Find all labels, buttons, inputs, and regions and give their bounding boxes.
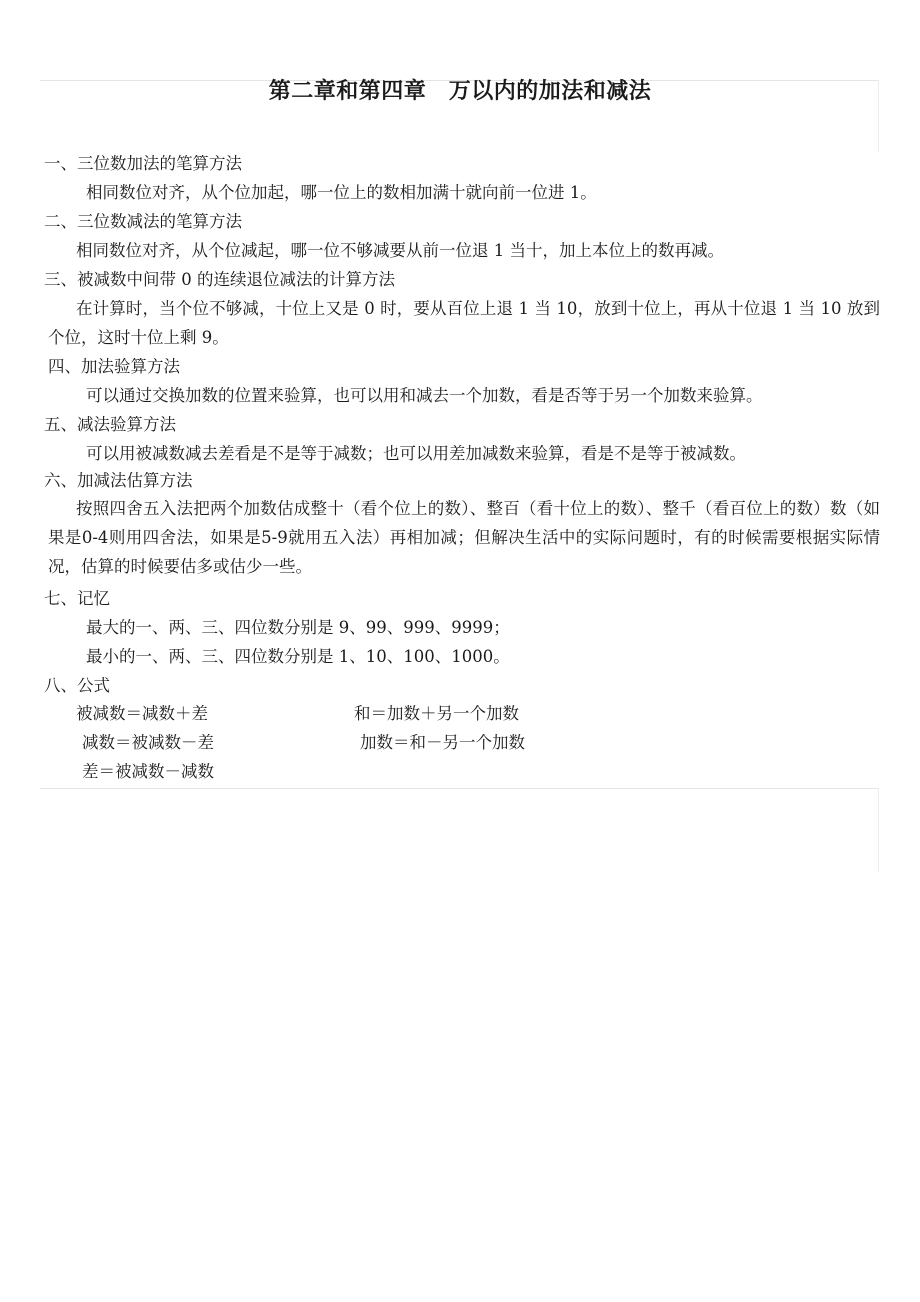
formula-right-1: 和＝加数＋另一个加数 — [354, 704, 519, 723]
section-5-line: 可以用被减数减去差看是不是等于减数；也可以用差加减数来验算，看是不是等于被减数。 — [86, 444, 746, 463]
section-4-heading: 四、加法验算方法 — [48, 357, 180, 376]
formula-left-3: 差＝被减数－减数 — [82, 762, 214, 781]
section-7-heading: 七、记忆 — [44, 589, 110, 608]
section-4-line: 可以通过交换加数的位置来验算，也可以用和减去一个加数，看是否等于另一个加数来验算。 — [86, 386, 763, 405]
bottom-rule — [40, 788, 878, 789]
formula-left-1: 被减数＝减数＋差 — [76, 704, 208, 723]
section-3-heading: 三、被减数中间带 0 的连续退位减法的计算方法 — [44, 270, 395, 289]
section-6-paragraph: 按照四舍五入法把两个加数估成整十（看个位上的数）、整百（看十位上的数）、整千（看百位上的数）数（如果是0-4则用四舍法，如果是5-9就用五入法）再相加减；但解决生活中的实际问题时，有的时候需要根据实际情况，估算的时候要估多或估少一些。 — [48, 499, 880, 576]
section-7-line-2: 最小的一、两、三、四位数分别是 1、10、100、1000。 — [86, 647, 510, 666]
section-1-heading: 一、三位数加法的笔算方法 — [44, 154, 242, 173]
section-2-heading: 二、三位数减法的笔算方法 — [44, 212, 242, 231]
right-rule-bottom — [878, 788, 879, 872]
section-5-heading: 五、减法验算方法 — [44, 415, 176, 434]
page-title: 第二章和第四章 万以内的加法和减法 — [268, 78, 652, 104]
section-8-heading: 八、公式 — [44, 676, 110, 695]
section-7-line-1: 最大的一、两、三、四位数分别是 9、99、999、9999； — [86, 618, 510, 637]
section-1-line: 相同数位对齐，从个位加起，哪一位上的数相加满十就向前一位进 1。 — [86, 183, 597, 202]
section-6-heading: 六、加减法估算方法 — [44, 471, 193, 490]
section-2-line: 相同数位对齐，从个位减起，哪一位不够减要从前一位退 1 当十，加上本位上的数再减。 — [76, 241, 724, 260]
formula-left-2: 减数＝被减数－差 — [82, 733, 214, 752]
section-3-paragraph: 在计算时，当个位不够减，十位上又是 0 时，要从百位上退 1 当 10，放到十位上，再从十位退 1 当 10 放到个位，这时十位上剩 9。 — [48, 299, 880, 347]
formula-right-2: 加数＝和－另一个加数 — [360, 733, 525, 752]
